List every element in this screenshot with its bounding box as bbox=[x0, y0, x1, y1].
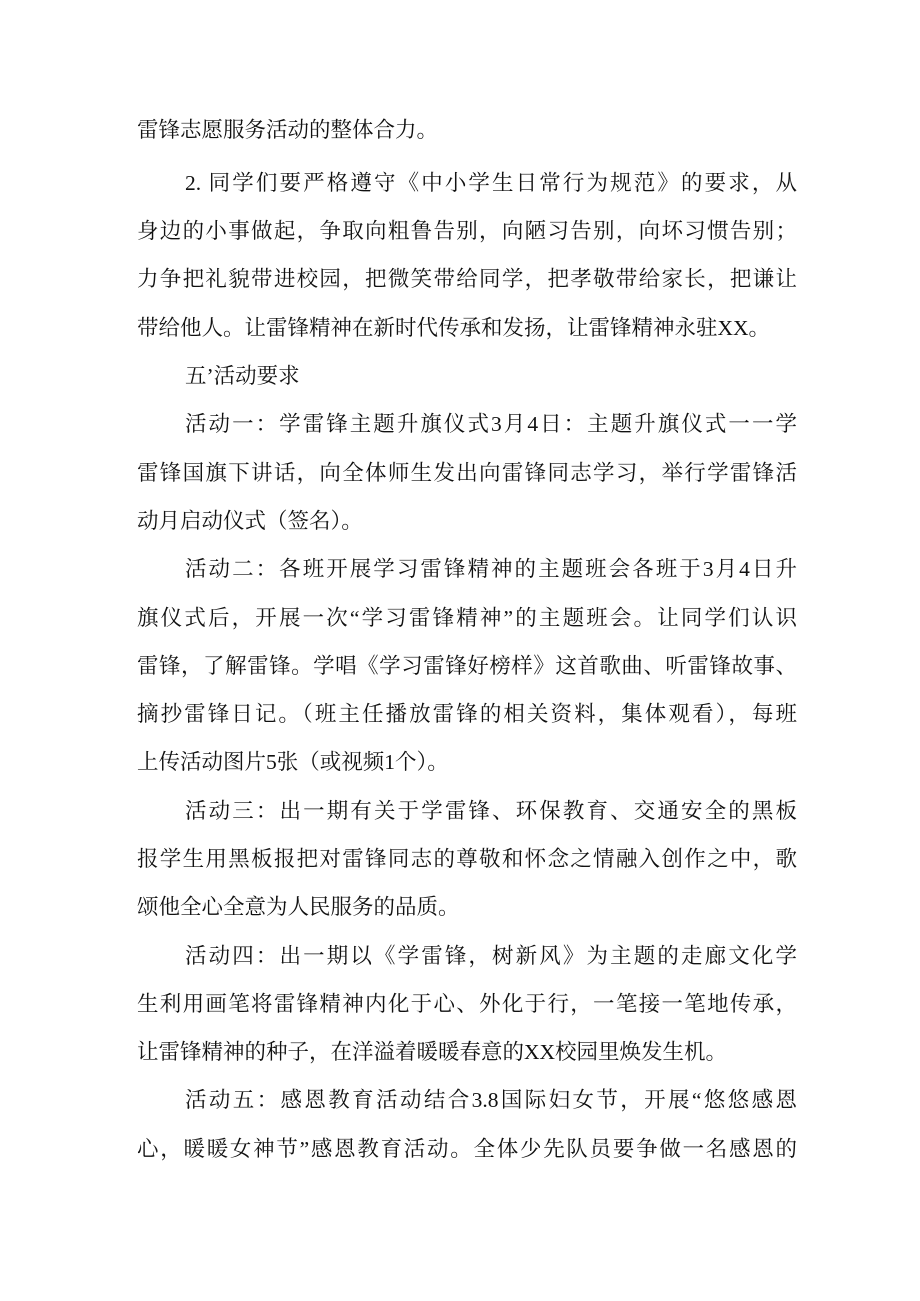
paragraph-continuation bbox=[137, 106, 797, 154]
text-line: 让雷锋精神的种子，在洋溢着暖暖春意的XX校园里焕发生机。 bbox=[137, 1040, 728, 1065]
paragraph-item-2 bbox=[137, 159, 797, 352]
text-line: 动月启动仪式（签名）。 bbox=[137, 508, 363, 533]
paragraph-activity-2 bbox=[137, 545, 797, 786]
text-line: 生利用画笔将雷锋精神内化于心、外化于行，一笔接一笔地传承， bbox=[137, 991, 797, 1016]
text-line: 雷锋国旗下讲话，向全体师生发出向雷锋同志学习，举行学雷锋活 bbox=[137, 460, 797, 485]
text-line: 2. 同学们要严格遵守《中小学生日常行为规范》的要求，从 bbox=[185, 170, 797, 195]
text-line: 活动一：学雷锋主题升旗仪式3月4日：主题升旗仪式一一学 bbox=[185, 412, 797, 437]
text-line: 雷锋，了解雷锋。学唱《学习雷锋好榜样》这首歌曲、听雷锋故事、 bbox=[137, 653, 797, 678]
text-line: 活动五：感恩教育活动结合3.8国际妇女节，开展“悠悠感恩 bbox=[185, 1088, 797, 1113]
paragraph-activity-4 bbox=[137, 932, 797, 1077]
text-line: 心，暖暖女神节”感恩教育活动。全体少先队员要争做一名感恩的 bbox=[137, 1136, 797, 1161]
section-heading bbox=[137, 352, 797, 400]
text-line: 雷锋志愿服务活动的整体合力。 bbox=[137, 117, 439, 142]
text-line: 身边的小事做起，争取向粗鲁告别，向陋习告别，向坏习惯告别； bbox=[137, 219, 797, 244]
text-line: 活动二：各班开展学习雷锋精神的主题班会各班于3月4日升 bbox=[185, 557, 797, 582]
paragraph-activity-5 bbox=[137, 1076, 797, 1173]
paragraph-activity-1 bbox=[137, 400, 797, 545]
text-line: 上传活动图片5张（或视频1个）。 bbox=[137, 750, 449, 775]
text-line: 颂他全心全意为人民服务的品质。 bbox=[137, 895, 460, 920]
text-line: 活动三：出一期有关于学雷锋、环保教育、交通安全的黑板 bbox=[185, 798, 797, 823]
paragraph-activity-3 bbox=[137, 787, 797, 932]
heading-line: 五’活动要求 bbox=[185, 364, 300, 389]
text-line: 摘抄雷锋日记。（班主任播放雷锋的相关资料，集体观看），每班 bbox=[137, 702, 797, 727]
document-body bbox=[137, 106, 797, 1173]
text-line: 旗仪式后，开展一次“学习雷锋精神”的主题班会。让同学们认识 bbox=[137, 605, 797, 630]
text-line: 报学生用黑板报把对雷锋同志的尊敬和怀念之情融入创作之中，歌 bbox=[137, 846, 797, 871]
text-line: 活动四：出一期以《学雷锋，树新风》为主题的走廊文化学 bbox=[185, 943, 797, 968]
text-line: 带给他人。让雷锋精神在新时代传承和发扬，让雷锋精神永驻XX。 bbox=[137, 315, 771, 340]
text-line: 力争把礼貌带进校园，把微笑带给同学，把孝敬带给家长，把谦让 bbox=[137, 267, 797, 292]
